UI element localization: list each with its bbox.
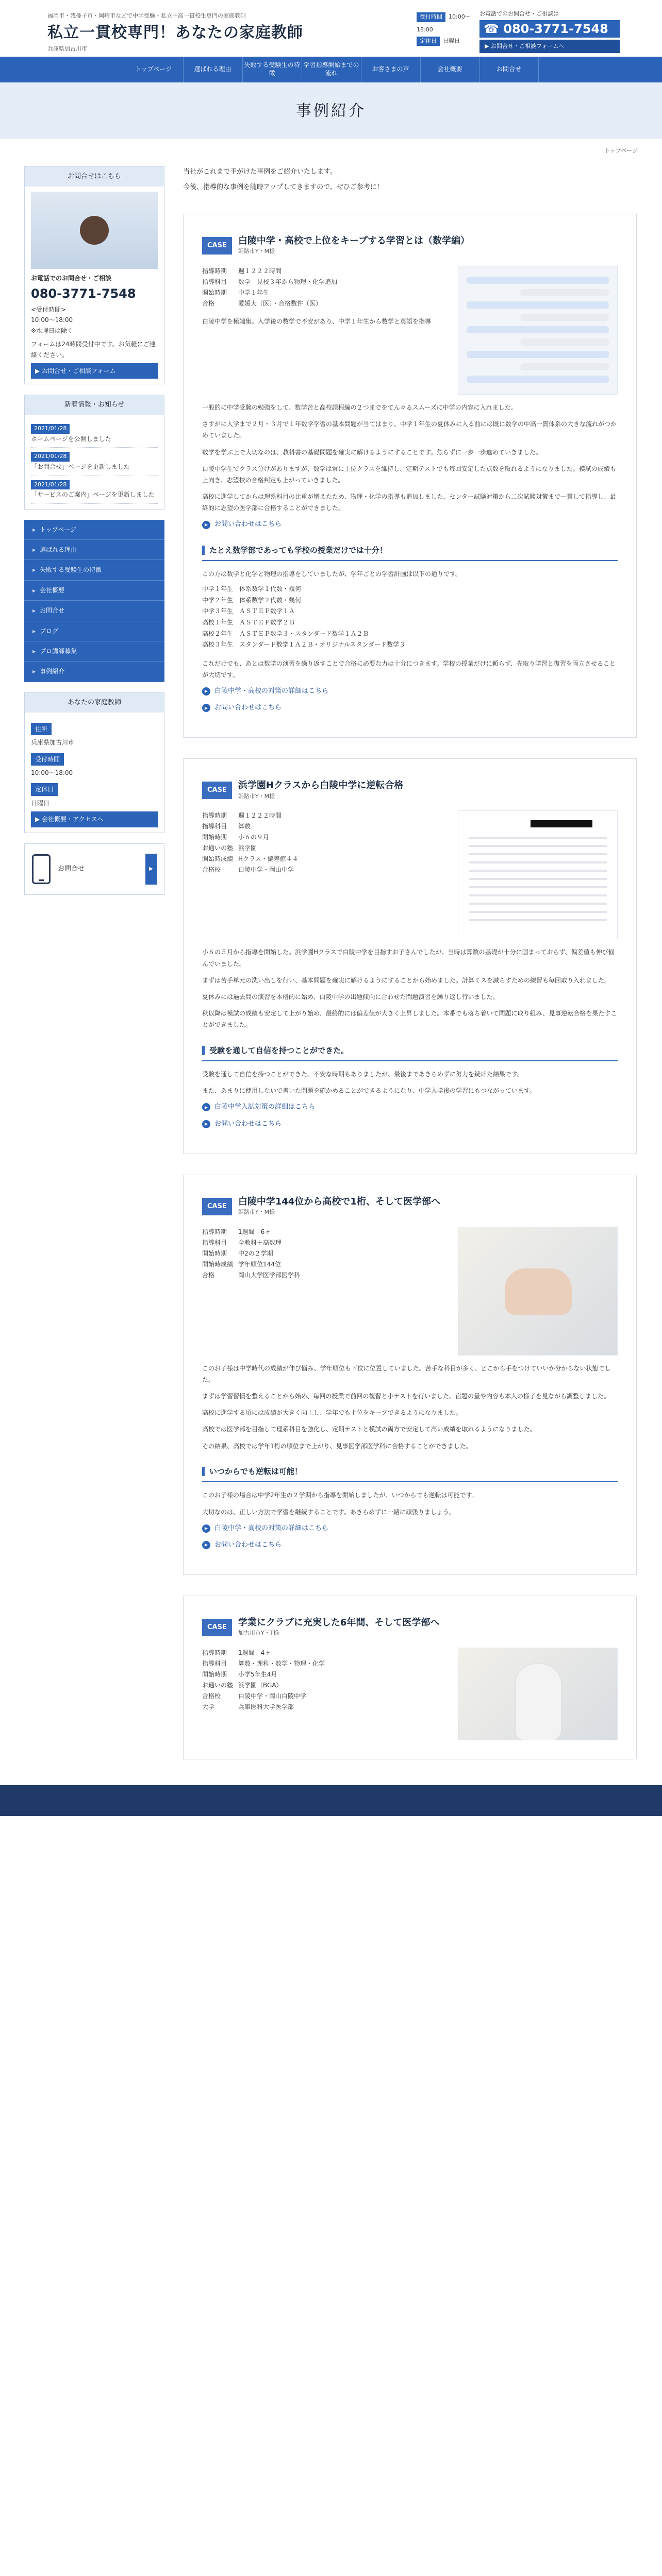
sidebar-tel[interactable]: 080-3771-7548	[31, 286, 136, 301]
meta-row	[202, 277, 448, 287]
plan-item: 高校２年生 ＡＳＴＥＰ数学３・スタンダード数学１Ａ２Ｂ	[202, 630, 369, 637]
profile-holiday-label: 定休日	[31, 783, 58, 795]
study-plan	[202, 584, 618, 651]
sidebar-item-cases[interactable]: ▶ 事例紹介	[24, 662, 164, 682]
holiday-value: 日曜日	[443, 37, 460, 44]
sidebar-profile-box	[24, 692, 164, 833]
meta-row	[202, 865, 448, 875]
sidebar-form-button[interactable]	[31, 363, 158, 379]
page-hero	[0, 82, 662, 139]
meta-key: 指導時期	[202, 267, 227, 275]
paragraph: さすがに入学まで２月・３月で１年数学学習の基本問題が当てはまり、中学１年生の夏休みに入る前には既に数学の中高一貫体系の大きな流れがつかめていました。	[202, 420, 617, 439]
chevron-right-icon: ▶	[485, 42, 491, 49]
case-badge: CASE	[202, 237, 232, 255]
meta-row	[202, 1238, 448, 1248]
arrow-right-icon: ▶	[202, 1103, 210, 1111]
paragraph: まずは苦手単元の洗い出しを行い、基本問題を確実に解けるようにすることから始めました。計算ミスを減らすための練習も毎回取り入れました。	[202, 976, 611, 984]
meta-value: 小学5年生4月	[238, 1670, 277, 1678]
meta-row	[202, 266, 448, 277]
chevron-right-icon: ▶	[35, 367, 42, 375]
staff-photo	[31, 192, 158, 269]
link-label: 白陵中学・高校の対策の詳細はこちら	[214, 687, 329, 696]
paragraph: これだけでも、あとは数学の演習を繰り返すことで合格に必要な力は十分につきます。学校の授業だけに頼らず、先取り学習と復習を両立させることが大切です。	[202, 659, 616, 679]
case-body-text	[202, 946, 618, 1030]
case-badge: CASE	[202, 782, 232, 799]
meta-row	[202, 843, 448, 854]
case-body-text	[202, 1489, 618, 1517]
breadcrumb-top-link[interactable]: トップページ	[604, 147, 638, 154]
case-meta	[202, 1227, 448, 1355]
meta-key: 合格校	[202, 1692, 221, 1700]
meta-row	[202, 1680, 448, 1691]
site-footer	[0, 1785, 662, 1816]
meta-key: 指導科目	[202, 1239, 227, 1246]
header-form-label: お問合せ・ご相談フォームへ	[490, 42, 565, 49]
meta-value: 白陵中学・岡山中学	[238, 866, 294, 874]
meta-row	[202, 298, 448, 309]
meta-row	[202, 1691, 448, 1702]
meta-key: 指導時期	[202, 1228, 227, 1235]
case-card	[183, 1175, 637, 1575]
plan-item: 中学１年生 体系数学１代数・幾何	[202, 585, 302, 593]
case-title: 学業にクラブに充実した6年間、そして医学部へ	[238, 1617, 440, 1628]
paragraph: 白陵中学生でクラス分けがありますが、数学は常に上位クラスを維持し、定期テストでも毎回安定した点数を取れるようになりました。模試の成績も上向き、志望校の合格判定も上がっていきました。	[202, 465, 616, 484]
nav-item-top[interactable]: トップページ	[124, 57, 183, 82]
case-card	[183, 214, 637, 738]
sidebar-item-failures[interactable]: ▶ 失敗する受験生の特徴	[24, 560, 164, 580]
case-meta	[202, 266, 448, 395]
sidebar-item-contact[interactable]: ▶ お問合せ	[24, 601, 164, 621]
link-label: 白陵中学・高校の対策の詳細はこちら	[214, 1524, 329, 1532]
arrow-right-icon: ▶	[202, 1120, 210, 1128]
plan-item: 高校３年生 スタンダード数学１Ａ２Ｂ・オリジナルスタンダード数学３	[202, 641, 406, 649]
link-label: 白陵中学入試対策の詳細はこちら	[214, 1103, 316, 1111]
global-nav	[0, 57, 662, 82]
case-subtitle: 加古川市Y・T様	[238, 1630, 279, 1637]
meta-row	[202, 1658, 448, 1669]
banner-label: お問合せ	[58, 865, 85, 873]
meta-row	[202, 287, 448, 298]
paragraph: 小６の５月から指導を開始した。浜学園Hクラスで白陵中学を目指すお子さんでしたが、当時は算数の基礎が十分に固まっておらず、偏差値も伸び悩んでいました。	[202, 948, 615, 968]
sidebar-item-blog[interactable]: ▶ ブログ	[24, 621, 164, 641]
case-plan-intro: この方は数学と化学と物理の指導をしていましたが、学年ごとの学習計画は以下の通りです。	[202, 570, 462, 578]
paragraph: 高校に進学する頃には成績が大きく向上し、学年でも上位をキープできるようになりました。	[202, 1409, 462, 1417]
intro-text: 当社がこれまで手がけた事例をご紹介いたします。	[183, 167, 337, 176]
case-subtitle: 姫路市Y・M様	[238, 1209, 275, 1216]
meta-value: 学年順位144位	[238, 1260, 281, 1268]
site-logo-title[interactable]: 私立一貫校専門！あなたの家庭教師	[47, 24, 303, 42]
sidebar-item-reasons[interactable]: ▶ 選ばれる理由	[24, 540, 164, 560]
paragraph: 高校に進学してからは理系科目の比重が増えたため、物理・化学の指導も追加しました。センター試験対策から二次試験対策まで一貫して指導し、最終的に志望の医学部に合格することができました。	[202, 493, 617, 512]
case-badge: CASE	[202, 1619, 232, 1636]
meta-value: 算数・理科・数学・物理・化学	[238, 1659, 325, 1667]
case-meta	[202, 810, 448, 939]
profile-holiday-value: 日曜日	[31, 799, 50, 807]
plan-item: 中学２年生 体系数学２代数・幾何	[202, 596, 302, 604]
news-item	[31, 420, 158, 448]
doctor-photo-image	[458, 1648, 618, 1740]
meta-value: 兵庫医科大学医学部	[238, 1703, 294, 1710]
paragraph: その結果、高校では学年1桁の順位まで上がり、見事医学部医学科に合格することができました。	[202, 1442, 472, 1450]
arrow-right-icon: ▶	[202, 1524, 210, 1533]
case-contact-link[interactable]	[202, 702, 618, 714]
site-subtitle: 兵庫県加古川市	[47, 45, 87, 52]
meta-value: 愛媛大（医）・合格数件（医）	[238, 299, 322, 307]
paragraph: 秋以降は模試の成績も安定して上がり始め、最終的には偏差値が大きく上昇しました。本番でも落ち着いて問題に取り組み、見事逆転合格を果たすことができました。	[202, 1010, 617, 1029]
meta-value: 週１２２２時間	[238, 812, 282, 820]
meta-key: お通いの塾	[202, 1681, 234, 1689]
case-contact-link[interactable]	[202, 519, 618, 530]
meta-key: 開始時期	[202, 1670, 227, 1678]
access-button[interactable]	[31, 811, 158, 827]
case-body-text	[202, 402, 618, 514]
paragraph: 夏休みには過去問の演習を本格的に始め、白陵中学の出題傾向に合わせた問題演習を繰り返し行いました。	[202, 993, 499, 1001]
link-label: お問い合わせはこちら	[214, 704, 282, 712]
meta-value: 中2の２学期	[238, 1249, 273, 1257]
news-date: 2021/01/28	[31, 480, 70, 490]
paragraph: 数学を学ぶ上で大切なのは、教科書の基礎問題を確実に解けるようにすることです。焦らずに一歩一歩進めていきました。	[202, 448, 542, 456]
news-item	[31, 476, 158, 504]
link-label: お問い合わせはこちら	[214, 520, 282, 529]
meta-row	[202, 1248, 448, 1259]
case-detail-link[interactable]	[202, 1523, 618, 1534]
intro-text: 今後、指導的な事例を随時アップしてきますので、ぜひご参考に！	[183, 183, 384, 191]
sidebar-item-top[interactable]: ▶ トップページ	[24, 520, 164, 540]
case-subtitle: 姫路市Y・M様	[238, 792, 275, 800]
case-meta	[202, 1648, 448, 1740]
meta-row	[202, 810, 448, 821]
header-phone-link[interactable]	[479, 20, 620, 38]
meta-key: 指導科目	[202, 278, 227, 285]
profile-hours-value: 10:00〜18:00	[31, 769, 73, 777]
case-subheading: いつからでも逆転は可能！	[202, 1462, 618, 1483]
meta-key: 合格	[202, 1271, 215, 1279]
sidebar-hours-line: <受付時間>	[31, 306, 67, 313]
plan-item: 中学３年生 ＡＳＴＥＰ数学１Ａ	[202, 607, 295, 615]
meta-value: 1週間 4ヶ	[238, 1649, 271, 1656]
meta-row	[202, 1669, 448, 1680]
sidebar-holiday: ※水曜日は除く	[31, 327, 74, 334]
sidebar-hours: 10:00〜18:00	[31, 316, 73, 324]
page-title: 事例紹介	[296, 101, 366, 120]
address-label: 住所	[31, 723, 52, 735]
link-label: お問い合わせはこちら	[214, 1540, 282, 1549]
link-label: お問い合わせはこちら	[214, 1120, 282, 1128]
sidebar-form-label: お問合せ・ご相談フォーム	[42, 367, 116, 375]
nav-item-flow[interactable]: 学習指導開始までの流れ	[302, 57, 361, 82]
study-photo-image	[458, 1227, 618, 1355]
meta-row	[202, 1648, 448, 1658]
case-title: 白陵中学・高校で上位をキープする学習とは（数学編）	[238, 235, 470, 246]
arrow-right-icon: ▶	[202, 704, 210, 712]
smartphone-icon	[32, 854, 51, 884]
sidebar-contact-head: お問合せはこちら	[25, 167, 164, 187]
meta-row	[202, 1270, 448, 1281]
nav-item-reasons[interactable]: 選ばれる理由	[183, 57, 242, 82]
paragraph: このお子様は中学時代の成績が伸び悩み、学年順位も下位に位置していました。苦手な科目が多く、どこから手をつけていいか分からない状態でした。	[202, 1364, 611, 1383]
meta-value: 浜学園	[238, 844, 257, 852]
paragraph: 一般的に中学受験の勉強をして、数学苦と高校課程編の２つまでをてん々るスムーズに中学の内容に入れました。	[202, 403, 517, 411]
meta-row	[202, 821, 448, 832]
news-text[interactable]: 「お問合せ」ページを更新しました	[31, 463, 130, 471]
access-label: 会社概要・アクセスへ	[42, 816, 104, 823]
case-note: 白陵中学を極端集。入学後の数学で不安があり、中学１年生から数学と英語を指導	[202, 317, 432, 325]
case-contact-link[interactable]	[202, 1118, 618, 1130]
chat-screenshot-image	[458, 266, 618, 395]
meta-key: 指導科目	[202, 1659, 227, 1667]
paragraph: 大切なのは、正しい方法で学習を継続することです。あきらめずに一緒に頑張りましょう。	[202, 1508, 456, 1516]
sidebar-item-company[interactable]: ▶ 会社概要	[24, 581, 164, 601]
contact-label: お電話でのお問合せ・ご相談は	[479, 10, 559, 17]
meta-row	[202, 1259, 448, 1270]
site-tagline: 福岡市・我孫子市・岡崎市などで中学受験・私立中高一貫校生専門の家庭教師	[47, 12, 246, 19]
person-icon	[80, 216, 109, 245]
meta-key: 合格	[202, 299, 215, 307]
meta-key: お通いの塾	[202, 844, 234, 852]
news-item	[31, 448, 158, 476]
case-detail-link[interactable]	[202, 1101, 618, 1113]
header-form-button[interactable]	[479, 40, 620, 54]
header-tel: 080-3771-7548	[503, 21, 608, 36]
case-badge: CASE	[202, 1198, 232, 1215]
news-date: 2021/01/28	[31, 424, 70, 434]
news-date: 2021/01/28	[31, 452, 70, 462]
paragraph: このお子様の場合は中学2年生の２学期から指導を開始しましたが、いつからでも逆転は可能です。	[202, 1492, 478, 1499]
case-card	[183, 1596, 637, 1759]
case-title: 浜学園Hクラスから白陵中学に逆転合格	[238, 780, 404, 791]
plan-item: 高校１年生 ＡＳＴＥＰ数学２Ｂ	[202, 619, 295, 626]
case-subtitle: 姫路市Y・M様	[238, 248, 275, 255]
arrow-right-icon: ▶	[202, 521, 210, 529]
meta-value: 白陵中学・岡山白陵中学	[238, 1692, 307, 1700]
nav-item-voices[interactable]: お客さまの声	[361, 57, 420, 82]
breadcrumb	[24, 146, 638, 156]
meta-value: 数学 見校３年から物理・化学追加	[238, 278, 338, 285]
nav-item-failures[interactable]: 失敗する受験生の特徴	[242, 57, 302, 82]
meta-value: Hクラス・偏差値４４	[238, 855, 299, 863]
document-image	[458, 810, 618, 939]
phone-icon: ☎	[484, 21, 504, 36]
meta-value: 中学１年生	[238, 289, 270, 296]
meta-row	[202, 1227, 448, 1238]
news-text[interactable]: ホームページを公開しました	[31, 435, 111, 443]
meta-value: 浜学園（BGA）	[238, 1681, 283, 1689]
meta-key: 開始時期	[202, 834, 227, 841]
profile-hours-label: 受付時間	[31, 753, 64, 766]
paragraph: 高校では医学部を目指して理系科目を強化し、定期テストと模試の両方で安定して高い成績を取れるようになりました。	[202, 1426, 536, 1433]
news-text[interactable]: 「サービスのご案内」ページを更新しました	[31, 491, 155, 499]
nav-item-company[interactable]: 会社概要	[420, 57, 479, 82]
paragraph: 受験を通して自信を持つことができた。不安な時期もありましたが、最後まであきらめずに努力を続けた結果です。	[202, 1071, 524, 1078]
main-content	[183, 166, 637, 1759]
case-subheading: 受験を通して自信を持つことができた。	[202, 1041, 618, 1062]
meta-key: 合格校	[202, 866, 221, 874]
meta-key: 指導時期	[202, 1649, 227, 1656]
paragraph: また、あまりに使用しないで書いた問題を確かめることができるようになり、中学入学後の学習にもつながっています。	[202, 1087, 536, 1095]
sidebar-contact-banner[interactable]	[24, 843, 164, 895]
sidebar-contact-box	[24, 166, 164, 385]
chevron-right-icon: ▶	[35, 816, 42, 823]
sidebar	[24, 166, 164, 1759]
case-body-text	[202, 1069, 618, 1096]
meta-value: 小６の９月	[238, 834, 270, 841]
arrow-right-icon: ▶	[202, 1541, 210, 1549]
paragraph: まずは学習習慣を整えることから始め、毎回の授業で前回の復習と小テストを行いました。宿題の量や内容も本人の様子を見ながら調整しました。	[202, 1393, 610, 1400]
meta-key: 開始時成績	[202, 1260, 234, 1268]
meta-row	[202, 832, 448, 843]
nav-item-contact[interactable]: お問合せ	[479, 57, 539, 82]
hours-value: 10:00〜18:00	[417, 13, 471, 33]
meta-key: 指導科目	[202, 823, 227, 831]
hours-label: 受付時間	[417, 12, 445, 22]
meta-key: 指導時期	[202, 812, 227, 820]
meta-value: 1週間 6ヶ	[238, 1228, 271, 1235]
meta-value: 岡山大学医学部医学科	[238, 1271, 301, 1279]
case-subheading: たとえ数学部であっても学校の授業だけでは十分！	[202, 541, 618, 562]
sidebar-menu	[24, 520, 164, 682]
chevron-right-icon: ▶	[145, 854, 157, 885]
header-hours	[417, 11, 473, 48]
meta-key: 開始時成績	[202, 855, 234, 863]
case-card	[183, 758, 637, 1154]
case-title: 白陵中学144位から高校で1桁、そして医学部へ	[238, 1196, 440, 1207]
address-value: 兵庫県加古川市	[31, 739, 75, 747]
sidebar-item-recruit[interactable]: ▶ プロ講師募集	[24, 641, 164, 662]
sidebar-profile-head: あなたの家庭教師	[25, 693, 164, 713]
sidebar-form-note: フォームは24時間受付中です。お気軽にご連絡ください。	[31, 341, 156, 359]
meta-row	[202, 1702, 448, 1713]
holiday-label: 定休日	[417, 37, 440, 46]
case-detail-link[interactable]	[202, 686, 618, 697]
case-contact-link[interactable]	[202, 1539, 618, 1551]
meta-value: 週１２２２時間	[238, 267, 282, 275]
arrow-right-icon: ▶	[202, 687, 210, 696]
case-body-text	[202, 1363, 618, 1452]
meta-value: 算数	[238, 823, 251, 831]
sidebar-news-box	[24, 395, 164, 509]
intro	[183, 166, 637, 193]
meta-row	[202, 854, 448, 865]
header-contact	[479, 9, 620, 53]
site-header	[0, 0, 662, 82]
meta-value: 全教科＋高数理	[238, 1239, 282, 1246]
case-body-text	[202, 658, 618, 681]
meta-key: 開始時期	[202, 1249, 227, 1257]
sidebar-news-head: 新着情報・お知らせ	[25, 395, 164, 415]
meta-key: 大学	[202, 1703, 215, 1710]
sidebar-phone-label: お電話でのお問合せ・ご相談	[31, 274, 112, 282]
meta-key: 開始時期	[202, 289, 227, 296]
